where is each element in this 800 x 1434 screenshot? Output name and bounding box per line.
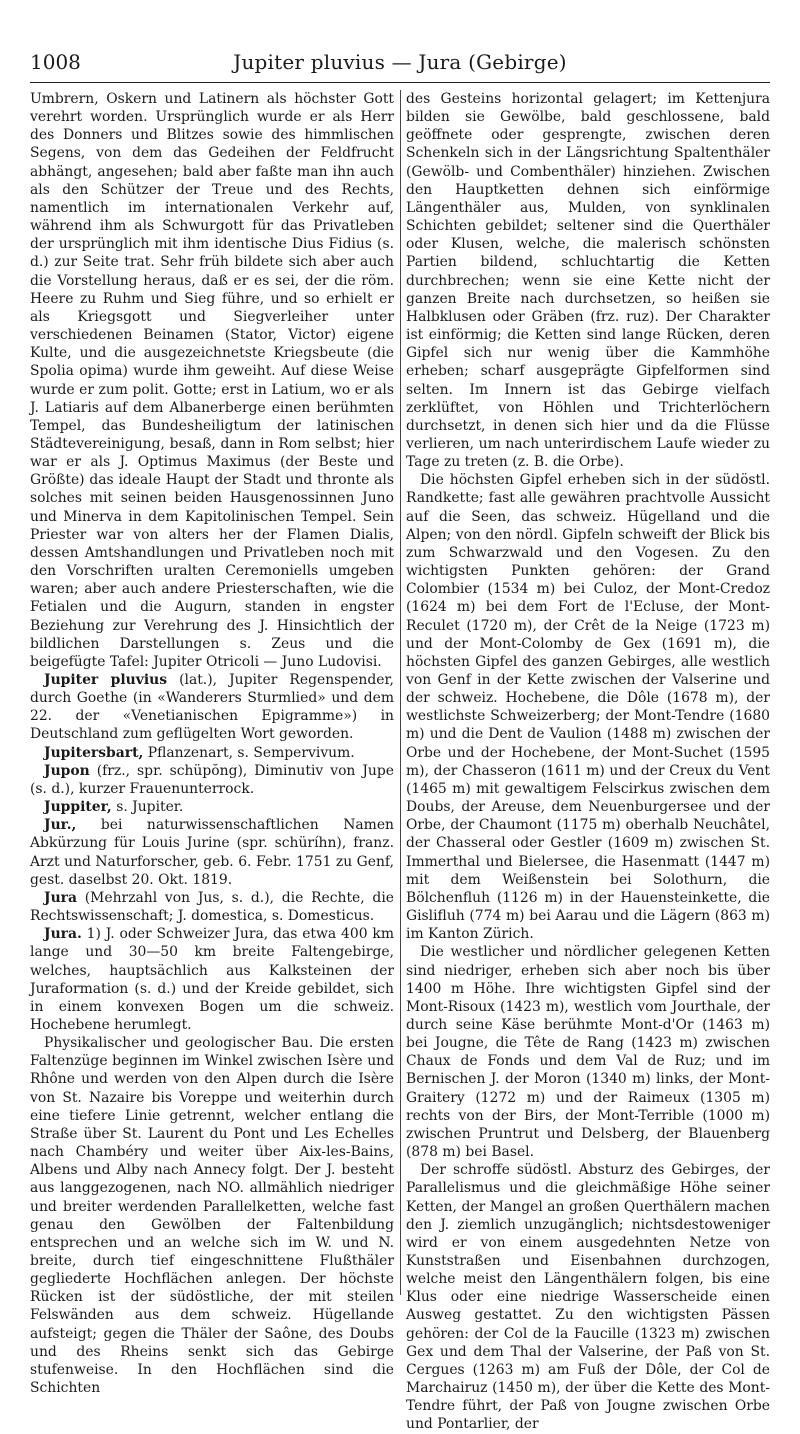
entry-text: Physikalischer und geologischer Bau. Die ersten Faltenzüge beginnen im Winkel zwischen Isère und Rhône und werden von den Alpen durch die Isère von St. Nazaire bis Voreppe und weiterhin durch eine tiefere Linie getrennt, welcher entlang die Straße über St. Laurent du Pont und Les Echelles nach Chambéry und weiter über Aix-les-Bains, Albens und Alby nach Annecy folgt. Der J. besteht aus langgezogenen, nach NO. allmählich niedriger und breiter werdenden Parallelketten, welche fast genau den Gewölben der Faltenbildung entsprechen und an welche sich im W. und N. breite, durch tief eingeschnittene Flußthäler gegliederte Hochflächen anlegen. Der höchste Rücken ist der südöstliche, der mit steilen Felswänden aus dem schweiz. Hügellande aufsteigt; gegen die Thäler der Saône, des Doubs und des Rheins senkt sich das Gebirge stufenweise. In den Hochflächen sind die Schichten: [30, 1035, 394, 1397]
right-column: [406, 90, 770, 1433]
entry-paragraph: [30, 671, 394, 744]
entry-lemma: Jur.,: [44, 817, 77, 834]
entry-paragraph: [30, 744, 394, 762]
text-columns: [30, 90, 770, 1433]
entry-text: 1) J. oder Schweizer Jura, das etwa 400 km lange und 30—50 km breite Faltengebirge, welches, hauptsächlich aus Kalksteinen der Juraformation (s. d.) und der Kreide gebildet, sich in einem konvexen Bogen um die schweiz. Hochebene herumlegt.: [30, 926, 394, 1033]
entry-text: des Gesteins horizontal gelagert; im Kettenjura bilden sie Gewölbe, bald geschlossene, bald geöffnete oder gesprengte, zwischen deren Schenkeln sich in der Längsrichtung Spaltenthäler (Gewölb- und Combenthäler) hinziehen. Zwischen den Hauptketten dehnen sich einförmige Längenthäler aus, Mulden, von synklinalen Schichten gebildet; seltener sind die Querthäler oder Klusen, welche, die malerisch schönsten Partien bildend, schluchtartig die Ketten durchbrechen; wenn sie eine Kette nicht der ganzen Breite nach durchsetzen, so heißen sie Halbklusen oder Gräben (frz. ruz). Der Charakter ist einförmig; die Ketten sind lange Rücken, deren Gipfel sich nur wenig über die Kammhöhe erheben; scharf ausgeprägte Gipfelformen sind selten. Im Innern ist das Gebirge vielfach zerklüftet, von Höhlen und Trichterlöchern durchsetzt, in denen sich hier und da die Flüsse verlieren, um nach unterirdischem Laufe wieder zu Tage zu treten (z. B. die Orbe).: [406, 91, 770, 471]
entry-text: (frz., spr. schüpŏng), Diminutiv von Jupe (s. d.), kurzer Frauenunterrock.: [30, 762, 394, 797]
entry-text: Pflanzenart, s. Sempervivum.: [143, 744, 355, 761]
entry-paragraph: [406, 471, 770, 943]
entry-text: Umbrern, Oskern und Latinern als höchster Gott verehrt worden. Ursprünglich wurde er als Herr des Donners und Blitzes sowie des himmlischen Segens, von dem das Gedeihen der Feldfrucht abhängt, angesehen; bald aber faßte man ihn auch als den Schützer der Treue und des Rechts, namentlich im internationalen Verkehr auf, während ihm als Schwurgott für das Privatleben der ursprünglich mit ihm identische Dius Fidius (s. d.) zur Seite trat. Sehr früh bildete sich aber auch die Vorstellung heraus, daß er es sei, der die röm. Heere zu Ruhm und Sieg führe, und so erhielt er als Kriegsgott und Siegverleiher unter verschiedenen Beinamen (Stator, Victor) eigene Kulte, und die ausgezeichnetste Kriegsbeute (die Spolia opima) wurde ihm geweiht. Auf diese Weise wurde er zum polit. Gotte; erst in Latium, wo er als J. Latiaris auf dem Albanerberge einen berühmten Tempel, das Bundesheiligtum der latinischen Städtevereinigung, besaß, dann in Rom selbst; hier war er als J. Optimus Maximus (der Beste und Größte) das ideale Haupt der Stadt und thronte als solches mit seinen beiden Hausgenossinnen Juno und Minerva in dem Kapitolinischen Tempel. Sein Priester war von alters her der Flamen Dialis, dessen Amtshandlungen und Privatleben noch mit den Vorschriften uralten Ceremoniells umgeben waren; aber auch andere Priesterschaften, wie die Fetialen und die Augurn, standen in engster Beziehung zur Verehrung des J. Hinsichtlich der bildlichen Darstellungen s. Zeus und die beigefügte Tafel: Jupiter Otricoli — Juno Ludovisi.: [30, 91, 394, 670]
entry-paragraph: [30, 816, 394, 889]
page-number: 1008: [30, 50, 81, 74]
entry-lemma: Jupitersbart,: [44, 744, 144, 761]
entry-text: (lat.), Jupiter Regenspender, durch Goethe (in «Wanderers Sturmlied» und dem 22. der «Venetianischen Epigramme») in Deutschland zum geflügelten Wort geworden.: [30, 672, 394, 743]
entry-paragraph: [406, 1161, 770, 1433]
entry-text: s. Jupiter.: [111, 799, 184, 816]
entry-lemma: Jura: [44, 889, 77, 906]
entry-paragraph: [406, 943, 770, 1161]
entry-paragraph: [406, 90, 770, 471]
entry-paragraph: [30, 798, 394, 816]
entry-lemma: Jupiter pluvius: [44, 672, 168, 688]
entry-text: (Mehrzahl von Jus, s. d.), die Rechte, die Rechtswissenschaft; J. domestica, s. Domesticus.: [30, 889, 394, 925]
entry-lemma: Juppiter,: [44, 799, 112, 816]
entry-lemma: Jura.: [44, 926, 82, 943]
entry-paragraph: [30, 762, 394, 798]
entry-paragraph: [30, 889, 394, 925]
entry-text: Die westlicher und nördlicher gelegenen Ketten sind niedriger, erheben sich aber noch bis über 1400 m Höhe. Ihre wichtigsten Gipfel sind der Mont-Risoux (1423 m), westlich vom Jourthale, der durch seine Käse berühmte Mont-d'Or (1463 m) bei Jougne, die Tête de Rang (1423 m) zwischen Chaux de Fonds und dem Val de Ruz; und im Bernischen J. der Moron (1340 m) links, der Mont-Graitery (1272 m) und der Raimeux (1305 m) rechts von der Birs, der Mont-Terrible (1000 m) zwischen Pruntrut und Delsberg, der Blauenberg (878 m) bei Basel.: [406, 944, 770, 1161]
entry-text: Die höchsten Gipfel erheben sich in der südöstl. Randkette; fast alle gewähren prachtvolle Aussicht auf die Seen, das schweiz. Hügelland und die Alpen; von den nördl. Gipfeln schweift der Blick bis zum Schwarzwald und den Vogesen. Zu den wichtigsten Punkten gehören: der Grand Colombier (1534 m) bei Culoz, der Mont-Credoz (1624 m) bei dem Fort de l'Ecluse, der Mont-Reculet (1720 m), der Crêt de la Neige (1723 m) und der Mont-Colomby de Gex (1691 m), die höchsten Gipfel des ganzen Gebirges, alle westlich von Genf in der Kette zwischen der Valserine und der schweiz. Hochebene, die Dôle (1678 m), der westlichste Schweizerberg; der Mont-Tendre (1680 m) und die Dent de Vaulion (1488 m) zwischen der Orbe und der Hochebene, der Mont-Suchet (1595 m), der Chasseron (1611 m) und der Creux du Vent (1465 m) mit gewaltigem Felscirkus zwischen dem Doubs, der Areuse, dem Neuenburgersee und der Orbe, der Chaumont (1175 m) oberhalb Neuchâtel, der Chasseral oder Gestler (1609 m) zwischen St. Immerthal und Bielersee, die Hasenmatt (1447 m) mit dem Weißenstein bei Solothurn, die Bölchenfluh (1126 m) in der Hauensteinkette, die Gislifluh (774 m) bei Aarau und die Lägern (863 m) im Kanton Zürich.: [406, 472, 770, 943]
entry-text: Der schroffe südöstl. Absturz des Gebirges, der Parallelismus und die gleichmäßige Höhe seiner Ketten, der Mangel an großen Querthälern machen den J. ziemlich unzugänglich; nichtsdestoweniger wird er von einem ausgedehnten Netze von Kunststraßen und Eisenbahnen durchzogen, welche meist den Längenthälern folgen, bis eine Klus oder eine niedrige Wasserscheide einen Ausweg gestattet. Zu den wichtigsten Pässen gehören: der Col de la Faucille (1323 m) zwischen Gex und dem Thal der Valserine, der Paß von St. Cergues (1263 m) am Fuß der Dôle, der Col de Marchairuz (1450 m), der über die Kette des Mont-Tendre führt, der Paß von Jougne zwischen Orbe und Pontarlier, der: [406, 1162, 770, 1433]
entry-text: bei naturwissenschaftlichen Namen Abkürzung für Louis Jurine (spr. schüríhn), franz. Arzt und Naturforscher, geb. 6. Febr. 1751 zu Genf, gest. daselbst 20. Okt. 1819.: [30, 817, 394, 888]
entry-paragraph: [30, 1034, 394, 1397]
column-divider: [400, 90, 401, 1295]
entry-paragraph: [30, 90, 394, 671]
page-header: [30, 48, 770, 83]
running-head: Jupiter pluvius — Jura (Gebirge): [233, 50, 567, 74]
left-column: [30, 90, 394, 1397]
entry-paragraph: [30, 925, 394, 1034]
entry-lemma: Jupon: [44, 762, 90, 779]
